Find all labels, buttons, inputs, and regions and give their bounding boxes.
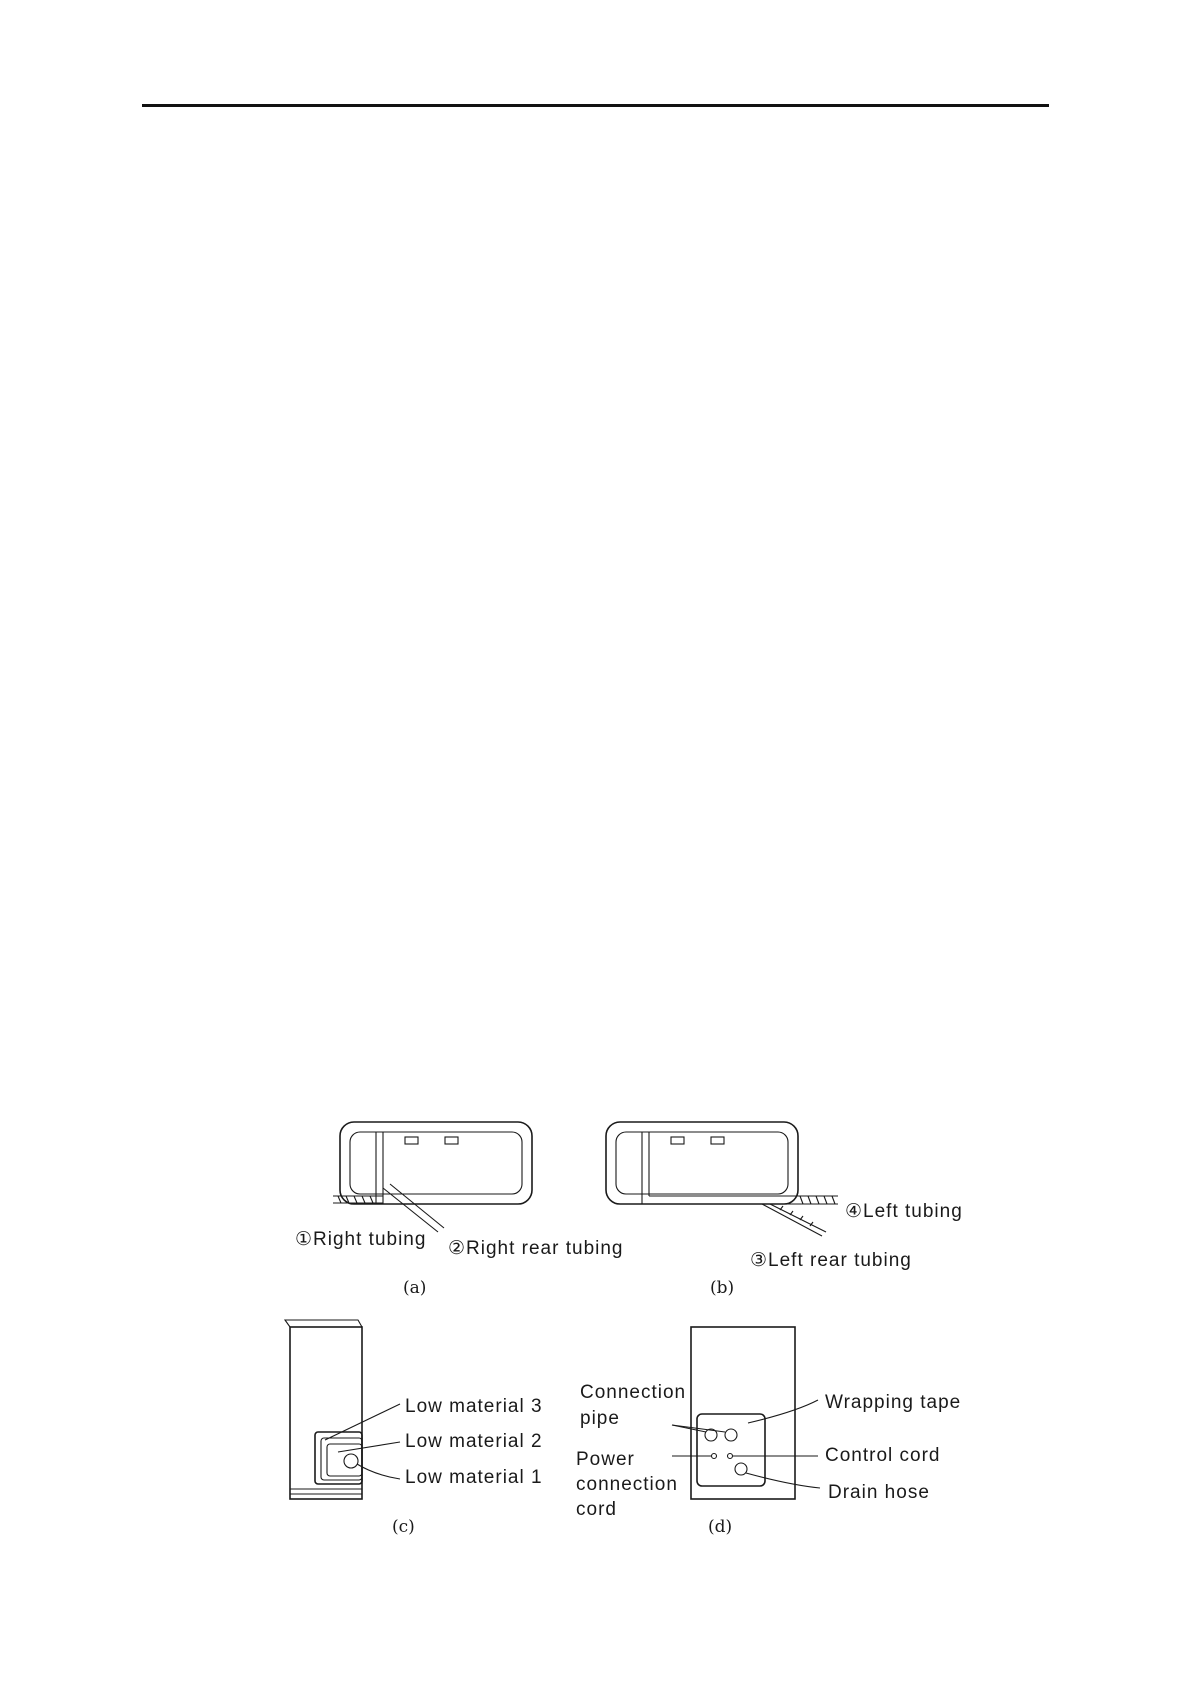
indoor-unit-body-b	[606, 1122, 798, 1204]
left-rear-tubing-pipe	[762, 1204, 826, 1236]
label-power-cord-line1: Power	[576, 1449, 635, 1470]
label-power-cord-line2: connection	[576, 1474, 678, 1495]
caption-c: (c)	[392, 1517, 415, 1537]
label-drain-hose: Drain hose	[828, 1482, 930, 1503]
figure-c	[285, 1320, 543, 1537]
figure-d	[576, 1327, 961, 1537]
caption-b: (b)	[710, 1278, 735, 1298]
label-control-cord: Control cord	[825, 1445, 941, 1466]
wall-panel-c	[285, 1320, 362, 1499]
left-tubing-pipe	[642, 1196, 838, 1204]
figure-a	[295, 1122, 624, 1298]
figure-b	[606, 1122, 963, 1298]
wall-panel-d	[691, 1327, 795, 1499]
label-low-material-3: Low material 3	[405, 1396, 543, 1417]
label-low-material-2: Low material 2	[405, 1431, 543, 1452]
label-connection-pipe-line2: pipe	[580, 1408, 620, 1429]
label-left-tubing: ④Left tubing	[845, 1201, 963, 1222]
caption-d: (d)	[708, 1517, 733, 1537]
wall-hole-c	[315, 1432, 362, 1484]
indoor-unit-body-a	[340, 1122, 532, 1204]
label-wrapping-tape: Wrapping tape	[825, 1392, 962, 1413]
caption-a: (a)	[403, 1278, 427, 1298]
label-left-rear-tubing: ③Left rear tubing	[750, 1250, 912, 1271]
label-right-rear-tubing: ②Right rear tubing	[448, 1238, 624, 1259]
label-low-material-1: Low material 1	[405, 1467, 543, 1488]
label-connection-pipe-line1: Connection	[580, 1382, 687, 1403]
right-rear-tubing-pipe	[383, 1184, 444, 1232]
label-right-tubing: ①Right tubing	[295, 1229, 427, 1250]
label-power-cord-line3: cord	[576, 1499, 617, 1520]
pipe-openings-d	[705, 1429, 747, 1475]
